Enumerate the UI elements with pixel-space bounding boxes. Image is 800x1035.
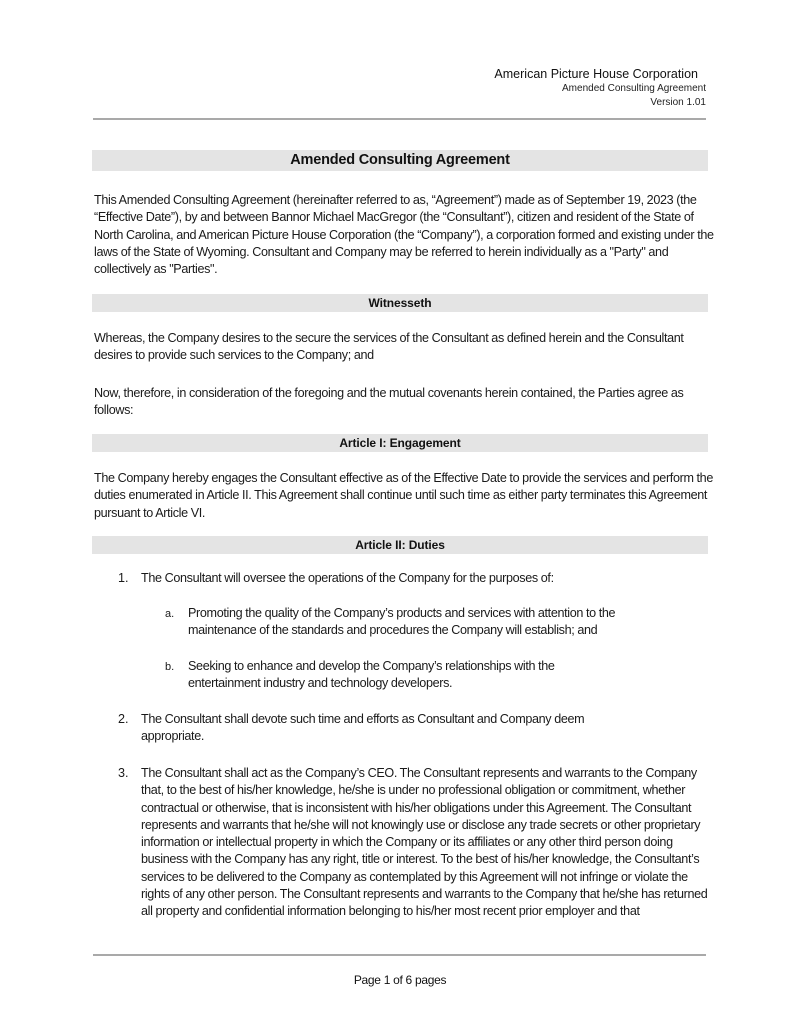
header-version: Version 1.01 — [650, 96, 706, 108]
list-number: 2. — [118, 712, 129, 726]
sublist-label: b. — [165, 661, 175, 673]
sublist-label: a. — [165, 608, 175, 620]
section-heading-witnesseth: Witnesseth — [92, 294, 708, 312]
article-1-paragraph: The Company hereby engages the Consultant effective as of the Effective Date to provide the services and perform the duties enumerated in Article II. This Agreement shall continue until such time as either party terminates this Agreement pursuant to Article VI. — [94, 471, 713, 520]
list-item-text: The Consultant will oversee the operations of the Company for the purposes of: — [141, 571, 554, 585]
list-number: 3. — [118, 766, 129, 780]
list-item-text: The Consultant shall devote such time and efforts as Consultant and Company deem appropriate. — [141, 712, 585, 744]
footer-divider — [93, 954, 706, 956]
section-heading-article-2: Article II: Duties — [92, 536, 708, 554]
sublist-item-text: Promoting the quality of the Company’s products and services with attention to the maintenance of the standards and procedures the Company will establish; and — [188, 606, 616, 638]
list-item-text: The Consultant shall act as the Company’s CEO. The Consultant represents and warrants to the Company that, to the best of his/her knowledge, he/she is under no professional obligation or commitment, whether contractual or otherwise, that is inconsistent with his/her obligations under this Agreement. The Consultant represents and warrants that he/she will not knowingly use or disclose any trade secrets or other proprietary information or intellectual property in which the Company or its affiliates or any other third person doing business with the Company has any right, title or interest. To the best of his/her knowledge, the Consultant’s services to be delivered to the Company as contemplated by this Agreement will not infringe or violate the rights of any other person. The Consultant represents and warrants to the Company that he/she has returned all property and confidential information belonging to his/her most recent prior employer and that — [141, 766, 708, 919]
intro-paragraph: This Amended Consulting Agreement (hereinafter referred to as, “Agreement”) made as of September 19, 2023 (the “Effective Date”), by and between Bannor Michael MacGregor (the “Consultant”), citizen and resident of the State of North Carolina, and American Picture House Corporation (the “Company”), a corporation formed and existing under the laws of the State of Wyoming. Consultant and Company may be referred to herein individually as a "Party" and collectively as "Parties". — [94, 193, 714, 277]
header-document-name: Amended Consulting Agreement — [562, 83, 706, 94]
list-number: 1. — [118, 571, 129, 585]
header-company-name: American Picture House Corporation — [494, 67, 698, 81]
page-header — [494, 66, 706, 109]
document-title: Amended Consulting Agreement — [92, 150, 708, 171]
page-number: Page 1 of 6 pages — [353, 973, 447, 987]
now-therefore-paragraph: Now, therefore, in consideration of the foregoing and the mutual covenants herein contained, the Parties agree as follows: — [94, 386, 684, 418]
sublist-item-text: Seeking to enhance and develop the Company’s relationships with the entertainment industry and technology developers. — [188, 659, 555, 691]
whereas-paragraph: Whereas, the Company desires to the secure the services of the Consultant as defined herein and the Consultant desires to provide such services to the Company; and — [94, 331, 684, 363]
section-heading-article-1: Article I: Engagement — [92, 434, 708, 452]
header-divider — [93, 118, 706, 120]
